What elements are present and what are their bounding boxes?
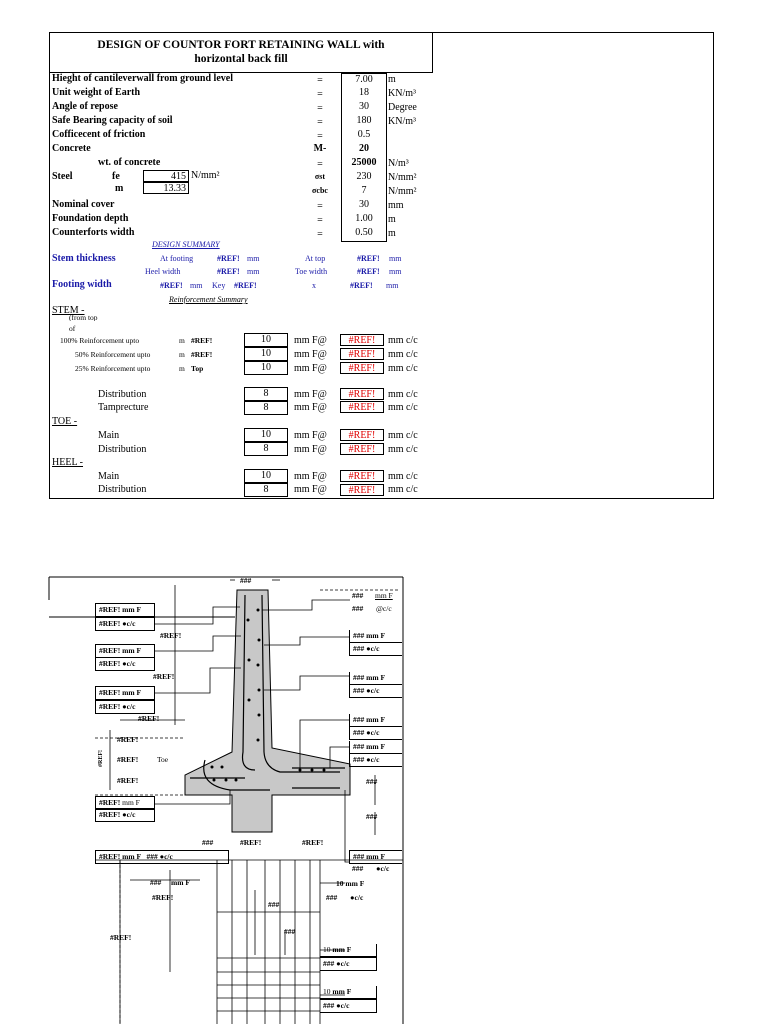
cc-text: ●c/c [122, 702, 136, 711]
heel-distribution-label: Distribution [98, 484, 147, 495]
param-unit: m [388, 214, 396, 225]
stem-row-cc: mm c/c [388, 349, 418, 360]
ref-label: #REF! [240, 838, 262, 847]
param-eq: = [317, 159, 323, 170]
mm-f-text: mm F [366, 631, 386, 640]
mm-f-text: mm F [122, 646, 142, 655]
cc-text: ●c/c [336, 959, 350, 968]
param-eq: = [317, 75, 323, 86]
param-value[interactable]: 230 [341, 171, 387, 185]
title-line-2: horizontal back fill [194, 53, 288, 65]
param-label: Safe Bearing capacity of soil [52, 115, 173, 126]
heel-right-spacing-box [349, 727, 402, 740]
param-unit: KN/m³ [388, 116, 416, 127]
hash-label: ### [352, 864, 364, 873]
toe-distribution-cc: mm c/c [388, 444, 418, 455]
mm-unit: mm [190, 281, 203, 290]
heel-distribution-unit: mm F@ [294, 484, 327, 495]
hash-text: ### [353, 631, 365, 640]
toe-distribution-label: Distribution [98, 444, 147, 455]
heel-label: HEEL - [52, 457, 84, 468]
stem-label: STEM - [52, 305, 85, 316]
stem-distribution-dia[interactable]: 8 [244, 387, 288, 401]
hash-text: ### [353, 715, 365, 724]
hash-label: ### [150, 878, 162, 887]
hash-text: ### [146, 852, 158, 861]
ten-text: 10 [323, 987, 331, 996]
param-eq: = [317, 117, 323, 128]
stem-row-spacing[interactable]: #REF! [340, 334, 384, 346]
param-eq: = [317, 103, 323, 114]
ref-label: #REF! [302, 838, 324, 847]
param-unit: m [388, 74, 396, 85]
stem-row-text: 50% Reinforcement upto [75, 350, 151, 359]
stem-temperature-cc: mm c/c [388, 402, 418, 413]
param-label: Hieght of cantileverwall from ground level [52, 73, 233, 84]
plan-grid-spacing-box [320, 957, 377, 971]
stem-temperature-spacing[interactable]: #REF! [340, 401, 384, 413]
hash-text: ### [353, 644, 365, 653]
hash-label: ### [326, 893, 338, 902]
stem-temperature-label: Tamprecture [98, 402, 149, 413]
param-unit: N/m³ [388, 158, 409, 169]
mm-f-text: mm F [122, 852, 141, 861]
key-label: Key [212, 281, 226, 290]
mm-f-text: mm F [332, 987, 352, 996]
steel-fe-label: fe [112, 171, 120, 182]
param-unit: m [388, 228, 396, 239]
toe-drawing-label: Toe [157, 755, 169, 764]
param-value[interactable]: 20 [341, 143, 387, 157]
param-value[interactable]: 7 [341, 185, 387, 199]
hash-text: ### [353, 755, 365, 764]
mm-f-text: mm F [122, 688, 142, 697]
mm-f-text: mm F [366, 715, 386, 724]
stem-row-m: m [179, 336, 185, 345]
hash-label: ### [366, 777, 378, 786]
toe-label: TOE - [52, 416, 78, 427]
at-top-ref: #REF! [357, 254, 380, 263]
plan-grid-bar-box [320, 944, 377, 957]
param-value[interactable]: 7.00 [341, 73, 387, 88]
stem-temperature-unit: mm F@ [294, 402, 327, 413]
mm-f-label: mm F [375, 591, 393, 600]
param-value[interactable]: 1.00 [341, 213, 387, 227]
mm-unit: mm [247, 254, 260, 263]
mm-f-text: mm F [366, 673, 386, 682]
toe-distribution-unit: mm F@ [294, 444, 327, 455]
hash-text: ### [323, 959, 335, 968]
param-unit: N/mm² [388, 186, 417, 197]
stem-row-dia[interactable]: 10 [244, 347, 288, 361]
ref-label: #REF! [110, 933, 132, 942]
toe-main-unit: mm F@ [294, 430, 327, 441]
stem-row-m: m [179, 350, 185, 359]
heel-main-label: Main [98, 471, 120, 482]
param-value[interactable]: 18 [341, 87, 387, 101]
param-label: Concrete [52, 143, 91, 154]
steel-fe-unit: N/mm² [191, 170, 220, 181]
param-label: Unit weight of Earth [52, 87, 141, 98]
stem-right-bar-box [349, 672, 402, 685]
mm-unit: mm [389, 267, 402, 276]
param-unit: mm [388, 200, 404, 211]
ref-label: #REF! [138, 714, 160, 723]
stem-right-bar-box [349, 630, 402, 643]
stem-spacing-box [95, 617, 155, 631]
heel-distribution-cc: mm c/c [388, 484, 418, 495]
param-label: Foundation depth [52, 213, 129, 224]
reinforcement-summary-heading: Reinforcement Summary [169, 295, 248, 304]
cc-text: ●c/c [366, 728, 380, 737]
toe-main-cc: mm c/c [388, 430, 418, 441]
heel-right-bar-box [349, 741, 402, 754]
stem-row-m: m [179, 364, 185, 373]
param-eq: = [317, 89, 323, 100]
cc-text: ●c/c [366, 755, 380, 764]
ref-vertical-label: #REF! [98, 750, 104, 767]
ref-text: #REF! [99, 798, 121, 807]
param-eq: = [317, 215, 323, 226]
param-unit: Degree [388, 102, 417, 113]
param-value[interactable]: 30 [341, 199, 387, 213]
top-width-label: ### [240, 576, 252, 585]
hash-label: ### [366, 812, 378, 821]
at-footing-ref: #REF! [217, 254, 240, 263]
toe-main-dia[interactable]: 10 [244, 428, 288, 442]
stem-distribution-label: Distribution [98, 389, 147, 400]
toe-width-ref: #REF! [357, 267, 380, 276]
mm-f-text: mm F [122, 798, 140, 807]
stem-right-spacing-box [349, 643, 402, 656]
hash-label: ### [352, 604, 364, 613]
ref-label: #REF! [117, 776, 139, 785]
stem-temperature-dia[interactable]: 8 [244, 401, 288, 415]
stem-row-dia[interactable]: 10 [244, 361, 288, 375]
stem-distribution-cc: mm c/c [388, 389, 418, 400]
param-eq: M- [313, 143, 327, 154]
heel-main-cc: mm c/c [388, 471, 418, 482]
stem-of: of [69, 324, 76, 333]
param-label: Counterforts width [52, 227, 135, 238]
param-value[interactable]: 25000 [341, 157, 387, 171]
stem-row-spacing[interactable]: #REF! [340, 348, 384, 360]
stem-row-ref: #REF! [191, 336, 213, 345]
hash-label: ### [268, 900, 280, 909]
steel-m-value[interactable]: 13.33 [143, 182, 189, 194]
mm-f-text: mm F [122, 605, 142, 614]
cc-text: ●c/c [122, 619, 136, 628]
ref-text: #REF! [99, 810, 121, 819]
param-value[interactable]: 30 [341, 101, 387, 115]
summary-heading: DESIGN SUMMARY [152, 240, 220, 249]
ref-label: #REF! [117, 735, 139, 744]
stem-spacing-box [95, 657, 155, 671]
stem-row-dia[interactable]: 10 [244, 333, 288, 347]
heel-distribution-dia[interactable]: 8 [244, 483, 288, 497]
heel-main-dia[interactable]: 10 [244, 469, 288, 483]
cc-text: ●c/c [122, 659, 136, 668]
stem-row-unit: mm F@ [294, 363, 327, 374]
toe-main-label: Main [98, 430, 120, 441]
ref-text: #REF! [99, 646, 121, 655]
mm-unit: mm [386, 281, 399, 290]
param-unit: KN/m³ [388, 88, 416, 99]
stem-row-text: 25% Reinforcement upto [75, 364, 151, 373]
x-label: x [312, 281, 316, 290]
param-value[interactable]: 0.50 [341, 227, 387, 242]
param-label: Cofficecent of friction [52, 129, 146, 140]
cc-text: ●c/c [336, 1001, 350, 1010]
heel-right-spacing-box [349, 754, 402, 767]
mm-f-text: mm F [366, 742, 386, 751]
heel-width-label: Heel width [145, 267, 181, 276]
param-label: Angle of repose [52, 101, 118, 112]
footing-width-label: Footing width [52, 279, 112, 290]
mm-f-text: mm F [332, 945, 352, 954]
hash-text: ### [353, 742, 365, 751]
ref-text: #REF! [99, 852, 121, 861]
heel-width-ref: #REF! [217, 267, 240, 276]
param-eq: = [317, 201, 323, 212]
key-ref: #REF! [234, 281, 257, 290]
title-line-1: DESIGN OF COUNTOR FORT RETAINING WALL with [97, 39, 385, 51]
heel-main-spacing[interactable]: #REF! [340, 470, 384, 482]
ref-label: #REF! [152, 893, 174, 902]
ref-text: #REF! [99, 605, 121, 614]
mm-unit: mm [389, 254, 402, 263]
stem-spacing-box [95, 700, 155, 714]
cc-label: ●c/c [350, 893, 364, 902]
at-cc-label: @c/c [376, 604, 392, 613]
stem-from-top: (from top [69, 315, 98, 321]
x-ref: #REF! [350, 281, 373, 290]
param-unit: N/mm² [388, 172, 417, 183]
stem-right-spacing-box [349, 685, 402, 698]
ref-text: #REF! [99, 702, 121, 711]
stem-row-text: 100% Reinforcement upto [60, 336, 140, 345]
at-top-label: At top [305, 254, 326, 263]
wall-section [185, 590, 350, 832]
stem-bar-box [95, 686, 155, 700]
toe-main-spacing[interactable]: #REF! [340, 429, 384, 441]
param-label: Steel [52, 171, 73, 182]
plan-grid-bar-box [320, 986, 377, 999]
param-eq: = [317, 229, 323, 240]
heel-distribution-spacing[interactable]: #REF! [340, 484, 384, 496]
plan-bar-box [95, 850, 229, 864]
stem-distribution-unit: mm F@ [294, 389, 327, 400]
mm-f-text: mm F [366, 852, 386, 861]
hash-text: ### [323, 1001, 335, 1010]
mm-f-label: mm F [171, 878, 190, 887]
cc-text: ●c/c [366, 686, 380, 695]
plan-grid-spacing-box [320, 999, 377, 1013]
hash-text: ### [353, 673, 365, 682]
hash-label: ### [202, 838, 214, 847]
stem-row-ref: #REF! [191, 350, 213, 359]
steel-fe-value[interactable]: 415 [143, 170, 189, 182]
stem-distribution-spacing[interactable]: #REF! [340, 388, 384, 400]
cc-text: ●c/c [122, 810, 136, 819]
stem-row-ref: Top [191, 364, 204, 373]
toe-distribution-dia[interactable]: 8 [244, 442, 288, 456]
heel-right-bar-box [349, 714, 402, 727]
cc-text: ●c/c [366, 644, 380, 653]
param-value[interactable]: 0.5 [341, 129, 387, 143]
ref-label: #REF! [117, 755, 139, 764]
cc-text: ●c/c [159, 852, 173, 861]
param-eq: σst [314, 172, 326, 181]
stem-row-unit: mm F@ [294, 335, 327, 346]
heel-main-unit: mm F@ [294, 471, 327, 482]
hash-text: ### [353, 728, 365, 737]
param-value[interactable]: 180 [341, 115, 387, 129]
stem-bar-box [95, 603, 155, 617]
toe-distribution-spacing[interactable]: #REF! [340, 443, 384, 455]
ref-label: #REF! [160, 631, 182, 640]
footing-width-ref: #REF! [160, 281, 183, 290]
ref-text: #REF! [99, 619, 121, 628]
ten-mm-f-label: 10 mm F [336, 879, 365, 888]
stem-row-cc: mm c/c [388, 335, 418, 346]
hash-label: ### [352, 591, 364, 600]
ref-text: #REF! [99, 659, 121, 668]
param-eq: σcbc [312, 186, 328, 195]
hash-text: ### [353, 852, 365, 861]
mm-unit: mm [247, 267, 260, 276]
at-footing-label: At footing [160, 254, 194, 263]
plan-right-bar-box [349, 850, 402, 864]
stem-bar-box [95, 644, 155, 658]
stem-row-spacing[interactable]: #REF! [340, 362, 384, 374]
param-label: wt. of concrete [98, 157, 161, 168]
ref-label: #REF! [153, 672, 175, 681]
stem-row-cc: mm c/c [388, 363, 418, 374]
param-label: Nominal cover [52, 199, 115, 210]
toe-spacing-box [95, 808, 155, 822]
steel-m-label: m [115, 183, 124, 194]
stem-thickness-label: Stem thickness [52, 253, 116, 264]
hash-text: ### [353, 686, 365, 695]
ten-text: 10 [323, 945, 331, 954]
stem-row-unit: mm F@ [294, 349, 327, 360]
param-eq: = [317, 131, 323, 142]
ref-text: #REF! [99, 688, 121, 697]
hash-label: ### [284, 927, 296, 936]
cc-label: ●c/c [376, 864, 390, 873]
toe-width-label: Toe width [295, 267, 328, 276]
